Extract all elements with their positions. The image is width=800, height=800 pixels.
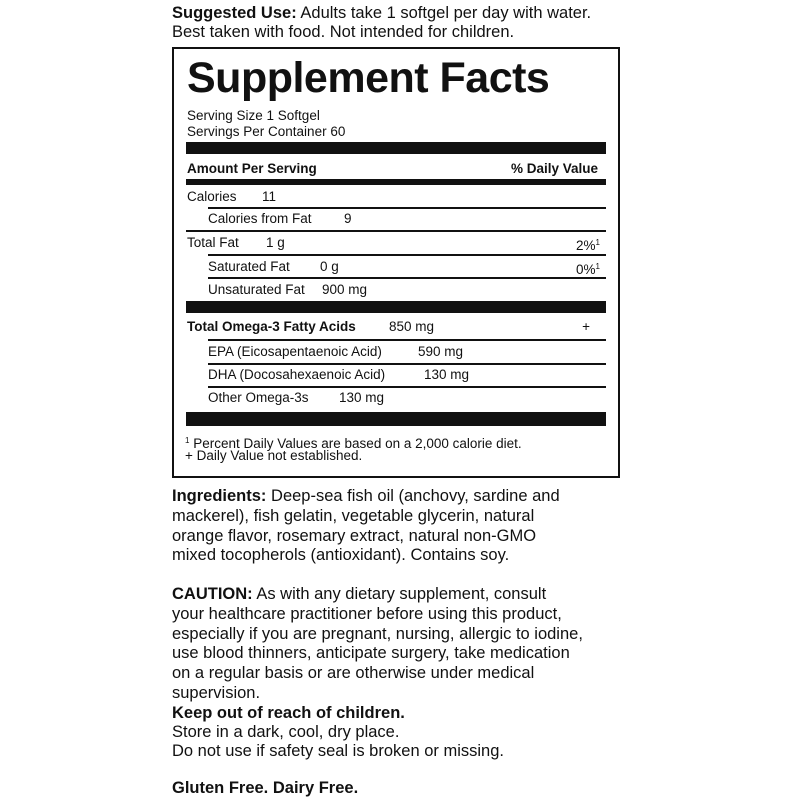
- thick-bar-header: [186, 179, 606, 185]
- suggested-use-line-2: Best taken with food. Not intended for children.: [172, 23, 515, 41]
- daily-value-header: % Daily Value: [511, 161, 599, 176]
- footnote-percent-dv: $^1$ Percent Daily Values are based on a 2,000 calorie diet.: [185, 436, 522, 451]
- caution-line-4: use blood thinners, anticipate surgery, take medication: [172, 644, 570, 662]
- safety-seal-warning: Do not use if safety seal is broken or missing.: [172, 742, 504, 760]
- amount-per-serving-header: Amount Per Serving: [187, 161, 317, 176]
- row-saturated-fat-name: Saturated Fat: [208, 259, 290, 274]
- ingredients-line-1: [172, 487, 560, 506]
- suggested-use-text-1: Adults take 1 softgel per day with water.: [300, 4, 592, 22]
- row-other-omega3-amount: 130 mg: [339, 390, 385, 405]
- row-saturated-fat-amount: 0 g: [320, 259, 339, 274]
- rule: [208, 363, 606, 365]
- servings-per-container: Servings Per Container 60: [187, 124, 346, 139]
- suggested-use-label: Suggested Use:: [172, 4, 297, 22]
- row-epa-name: EPA (Eicosapentaenoic Acid): [208, 344, 382, 359]
- row-total-fat-name: Total Fat: [187, 235, 239, 250]
- rule: [208, 386, 606, 388]
- caution-text-1: As with any dietary supplement, consult: [256, 585, 547, 603]
- thick-bar-bottom: [186, 412, 606, 426]
- row-calories-name: Calories: [187, 189, 237, 204]
- caution-line-1: [172, 585, 546, 604]
- rule: [208, 254, 606, 256]
- suggested-use-line-1: [172, 4, 591, 23]
- storage-instructions: Store in a dark, cool, dry place.: [172, 723, 400, 741]
- thick-bar-middle: [186, 301, 606, 313]
- row-total-fat-dv: 2%$^1$: [576, 238, 600, 253]
- row-calories-fat-amount: 9: [344, 211, 352, 226]
- rule: [208, 207, 606, 209]
- caution-line-5: on a regular basis or are otherwise under medical: [172, 664, 535, 682]
- supplement-facts-panel: [172, 47, 620, 478]
- ingredients-line-4: mixed tocopherols (antioxidant). Contains soy.: [172, 546, 510, 564]
- row-saturated-fat-dv: 0%$^1$: [576, 262, 600, 277]
- caution-label: CAUTION:: [172, 585, 253, 603]
- ingredients-line-2: mackerel), fish gelatin, vegetable glycerin, natural: [172, 507, 535, 525]
- rule: [208, 339, 606, 341]
- row-omega3-name: Total Omega-3 Fatty Acids: [187, 319, 356, 334]
- facts-title: Supplement Facts: [187, 54, 550, 102]
- row-other-omega3-name: Other Omega-3s: [208, 390, 309, 405]
- row-omega3-dv: +: [582, 319, 590, 334]
- row-unsaturated-fat-amount: 900 mg: [322, 282, 368, 297]
- row-calories-fat-name: Calories from Fat: [208, 211, 312, 226]
- row-epa-amount: 590 mg: [418, 344, 464, 359]
- caution-line-3: especially if you are pregnant, nursing, allergic to iodine,: [172, 625, 583, 643]
- ingredients-line-3: orange flavor, rosemary extract, natural non-GMO: [172, 527, 537, 545]
- row-dha-amount: 130 mg: [424, 367, 470, 382]
- rule: [186, 230, 606, 232]
- caution-line-6: supervision.: [172, 684, 261, 702]
- row-dha-name: DHA (Docosahexaenoic Acid): [208, 367, 386, 382]
- serving-size: Serving Size 1 Softgel: [187, 108, 320, 123]
- ingredients-text-1: Deep-sea fish oil (anchovy, sardine and: [271, 487, 560, 505]
- row-omega3-amount: 850 mg: [389, 319, 435, 334]
- rule: [208, 277, 606, 279]
- thick-bar-top: [186, 142, 606, 154]
- row-unsaturated-fat-name: Unsaturated Fat: [208, 282, 305, 297]
- gluten-dairy-free: Gluten Free. Dairy Free.: [172, 779, 359, 797]
- ingredients-label: Ingredients:: [172, 487, 267, 505]
- keep-out-of-reach: Keep out of reach of children.: [172, 704, 405, 722]
- caution-line-2: your healthcare practitioner before using this product,: [172, 605, 562, 623]
- footnote-dv-not-established: + Daily Value not established.: [185, 448, 363, 463]
- row-calories-amount: 11: [262, 189, 277, 204]
- row-total-fat-amount: 1 g: [266, 235, 285, 250]
